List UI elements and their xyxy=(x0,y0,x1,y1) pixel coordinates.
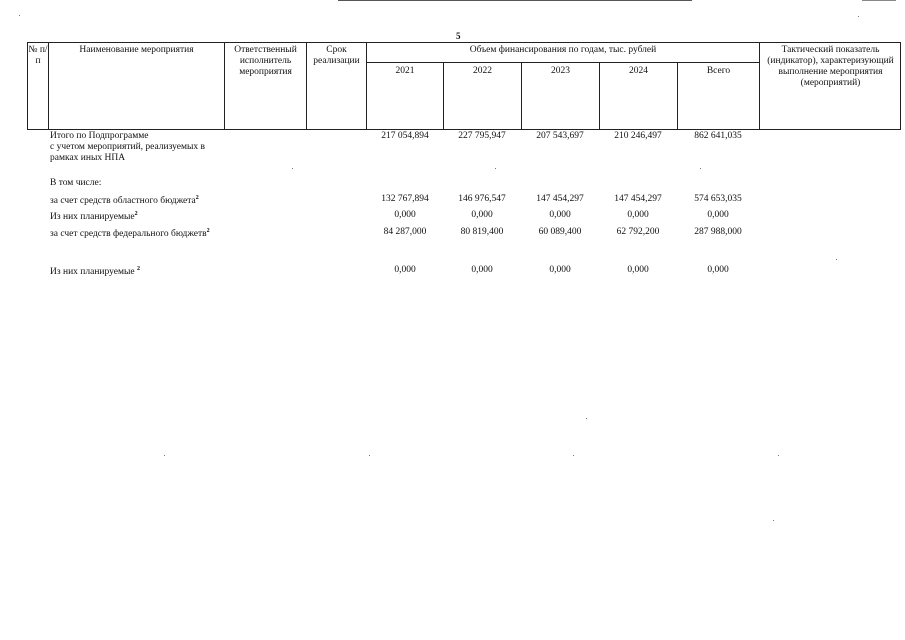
value-cell: 287 988,000 xyxy=(694,227,742,237)
header-indicator: Тактический показатель (индикатор), характеризующий выполнение мероприятия (мероприятий) xyxy=(767,45,894,88)
value-cell: 0,000 xyxy=(549,265,571,275)
value-cell: 147 454,297 xyxy=(536,194,584,204)
value-cell: 210 246,497 xyxy=(614,131,662,141)
value-cell: 84 287,000 xyxy=(383,227,427,237)
value-cell: 574 653,035 xyxy=(694,194,742,204)
row-label: за счет средств федерального бюджетв$^2$ xyxy=(50,228,210,239)
footnote-mark: 2 xyxy=(206,228,210,234)
value-cell: 227 795,947 xyxy=(458,131,506,141)
scan-speck xyxy=(858,16,859,17)
value-cell: 0,000 xyxy=(707,210,729,220)
row-label: Из них планируемые $^2$ xyxy=(50,266,140,277)
header-total: Всего xyxy=(706,66,731,76)
scan-speck xyxy=(164,455,165,456)
value-cell: 0,000 xyxy=(471,265,493,275)
value-cell: 862 641,035 xyxy=(694,131,742,141)
value-cell: 0,000 xyxy=(627,265,649,275)
value-cell: 207 543,697 xyxy=(536,131,584,141)
scan-speck xyxy=(369,455,370,456)
row-label: с учетом мероприятий, реализуемых в xyxy=(50,142,206,152)
value-cell: 80 819,400 xyxy=(460,227,504,237)
scan-speck xyxy=(495,168,496,169)
header-responsible: Ответственный исполнитель мероприятия xyxy=(234,45,297,77)
value-cell: 0,000 xyxy=(394,265,416,275)
top-rule-right xyxy=(862,0,896,1)
value-cell: 0,000 xyxy=(471,210,493,220)
value-cell: 0,000 xyxy=(707,265,729,275)
header-year: 2022 xyxy=(473,66,492,76)
row-label: В том числе: xyxy=(50,178,102,188)
header-year: 2021 xyxy=(395,66,415,76)
value-cell: 60 089,400 xyxy=(538,227,582,237)
value-cell: 146 976,547 xyxy=(458,194,506,204)
value-cell: 0,000 xyxy=(394,210,416,220)
value-cell: 132 767,894 xyxy=(381,194,429,204)
value-cell: 0,000 xyxy=(627,210,649,220)
row-label: Итого по Подпрограмме xyxy=(50,131,149,141)
value-cell: 217 054,894 xyxy=(381,131,429,141)
footnote-mark: 2 xyxy=(134,211,138,217)
row-label: за счет средств областного бюджета$^2$ xyxy=(50,195,199,206)
row-label: Из них планируемые$^2$ xyxy=(50,211,138,222)
financing-divider xyxy=(366,62,759,63)
footnote-mark: 2 xyxy=(136,266,140,272)
header-year: 2024 xyxy=(629,66,648,76)
page-number: 5 xyxy=(456,31,461,41)
scan-speck xyxy=(836,259,837,260)
scan-speck xyxy=(573,455,574,456)
scan-speck xyxy=(586,418,587,419)
scan-speck xyxy=(700,168,701,169)
header-financing: Объем финансирования по годам, тыс. рублей xyxy=(469,45,657,55)
scan-speck xyxy=(773,520,774,521)
header-year: 2023 xyxy=(551,66,570,76)
header-name: Наименование мероприятия xyxy=(79,45,194,55)
value-cell: 62 792,200 xyxy=(616,227,660,237)
footnote-mark: 2 xyxy=(195,195,199,201)
scan-speck xyxy=(778,455,779,456)
row-label: рамках иных НПА xyxy=(50,153,126,163)
scan-speck xyxy=(292,168,293,169)
header-term: Срок реализации xyxy=(313,45,360,66)
col-divider xyxy=(759,42,760,130)
top-rule xyxy=(338,0,692,1)
value-cell: 0,000 xyxy=(549,210,571,220)
value-cell: 147 454,297 xyxy=(614,194,662,204)
scan-speck xyxy=(19,15,20,16)
header-no: № п/п xyxy=(28,45,48,66)
